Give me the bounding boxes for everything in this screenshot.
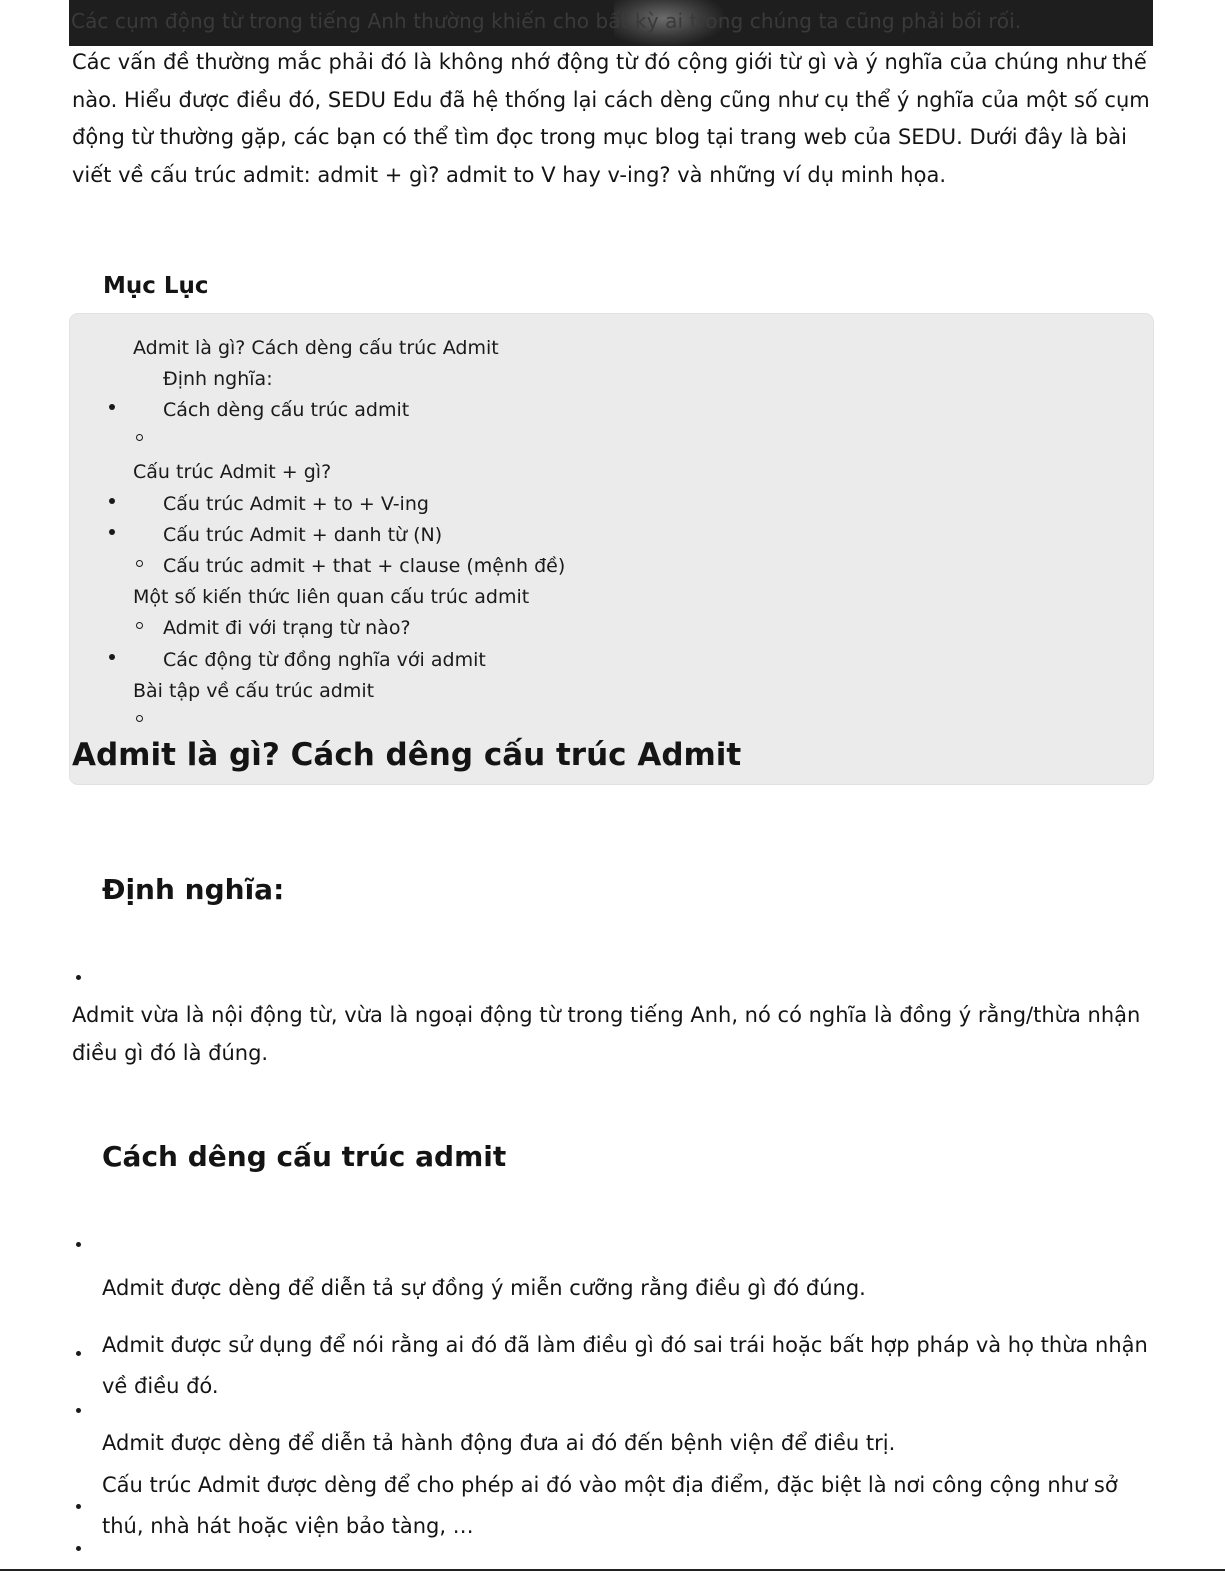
bullet-disc: [76, 1351, 81, 1356]
bullet-circle: [136, 622, 143, 629]
toc-link-structure-to-ving[interactable]: Cấu trúc Admit + to + V-ing: [163, 493, 429, 515]
bullet-disc: [76, 1408, 81, 1413]
definition-paragraph: Admit vừa là nội động từ, vừa là ngoại động từ trong tiếng Anh, nó có nghĩa là đồng ý rằng/thừa nhận điều gì đó là đúng.: [72, 1003, 1141, 1065]
bullet-disc: [76, 1546, 81, 1551]
usage-item: Admit được dèng để diễn tả sự đồng ý miễn cưỡng rằng điều gì đó đúng.: [102, 1276, 866, 1300]
toc-link-related-knowledge[interactable]: Một số kiến thức liên quan cấu trúc admit: [133, 586, 530, 608]
toc-link-definition[interactable]: Định nghĩa:: [163, 368, 273, 390]
bullet-disc: [76, 1504, 81, 1509]
bullet-disc: [76, 1242, 81, 1247]
usage-item: Admit được sử dụng để nói rằng ai đó đã làm điều gì đó sai trái hoặc bất hợp pháp và họ thừa nhận về điều đó.: [102, 1333, 1148, 1398]
bullet-disc: [109, 654, 115, 660]
toc-link-usage[interactable]: Cách dèng cấu trúc admit: [163, 399, 410, 421]
bullet-disc: [76, 975, 81, 980]
definition-heading: Định nghĩa:: [102, 873, 285, 906]
bullet-disc: [109, 529, 115, 535]
toc-title: Mục Lục: [103, 273, 209, 299]
toc-link-adverbs[interactable]: Admit đi với trạng từ nào?: [163, 617, 411, 639]
toc-link-exercises[interactable]: Bài tập về cấu trúc admit: [133, 680, 375, 702]
usage-heading: Cách dêng cấu trúc admit: [102, 1140, 507, 1173]
toc-link-structure-noun[interactable]: Cấu trúc Admit + danh từ (N): [163, 524, 443, 546]
usage-item: Admit được dèng để diễn tả hành động đưa ai đó đến bệnh viện để điều trị.: [102, 1431, 896, 1455]
toc-link-admit-definition-section[interactable]: Admit là gì? Cách dèng cấu trúc Admit: [133, 337, 499, 359]
toc-link-structure[interactable]: Cấu trúc Admit + gì?: [133, 461, 332, 483]
toc-link-synonyms[interactable]: Các động từ đồng nghĩa với admit: [163, 649, 486, 671]
top-image-strip: [69, 0, 1153, 46]
bullet-disc: [109, 498, 115, 504]
page-bottom-border: [0, 1569, 1225, 1571]
intro-paragraph: Các vấn đề thường mắc phải đó là không nhớ động từ đó cộng giới từ gì và ý nghĩa của chúng như thế nào. Hiểu được điều đó, SEDU Edu đã hệ thống lại cách dèng cũng như cụ thể ý nghĩa của một số cụm động từ thường gặp, các bạn có thể tìm đọc trong mục blog tại trang web của SEDU. Dưới đây là bài viết về cấu trúc admit: admit + gì? admit to V hay v-ing? và những ví dụ minh họa.: [72, 50, 1150, 187]
usage-item: Cấu trúc Admit được dèng để cho phép ai đó vào một địa điểm, đặc biệt là nơi công cộng như sở thú, nhà hát hoặc viện bảo tàng, …: [102, 1473, 1118, 1538]
banner-caption: Các cụm động từ trong tiếng Anh thường khiến cho bất kỳ ai trong chúng ta cũng phải bối rối.: [71, 9, 1022, 33]
bullet-circle: [136, 560, 143, 567]
bullet-circle: [136, 715, 143, 722]
toc-link-structure-that-clause[interactable]: Cấu trúc admit + that + clause (mệnh đề): [163, 555, 566, 577]
main-heading: Admit là gì? Cách dêng cấu trúc Admit: [72, 737, 742, 773]
bullet-disc: [109, 404, 115, 410]
bullet-circle: [136, 434, 143, 441]
